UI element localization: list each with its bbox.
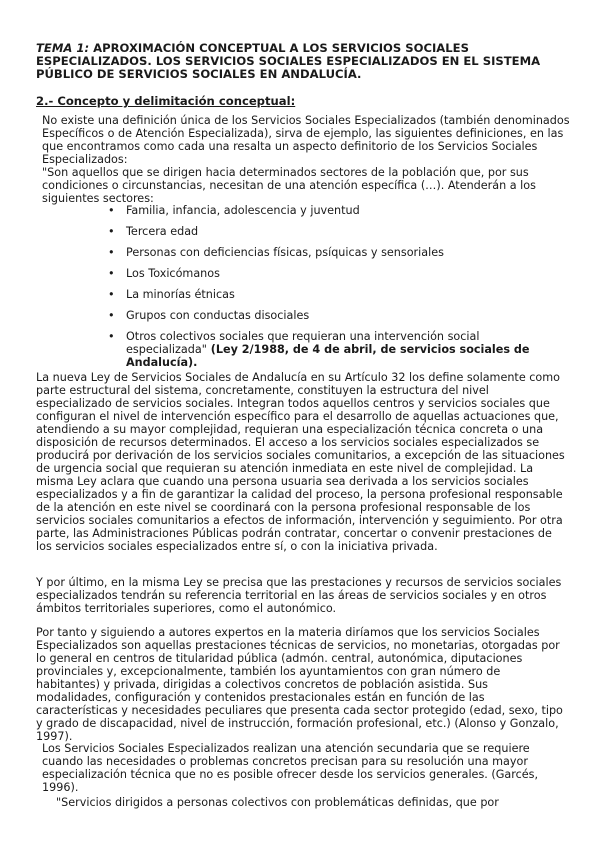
body-paragraph-garces: Los Servicios Sociales Especializados realizan una atención secundaria que se requiere cuando las necesidades o problemas concretos precisan para su resolución una mayor especialización técnica que no es posible ofrecer desde los servicios generales. (Garcés, 1996). (42, 742, 539, 794)
law-citation: (Ley 2/1988, de 4 de abril, de servicios sociales de Andalucía). (126, 343, 530, 369)
bullet-icon: • (108, 225, 115, 238)
sector-label: Otros colectivos sociales que requieran una intervención social especializada" (126, 330, 480, 356)
bullet-icon: • (108, 246, 115, 259)
bullet-icon: • (108, 309, 115, 322)
sector-label: Familia, infancia, adolescencia y juventud (126, 204, 360, 217)
intro-paragraph: No existe una definición única de los Servicios Sociales Especializados (también denominados Específicos o de Atención Especializada), sirva de ejemplo, las siguientes definiciones, en las que encontramos como cada una resalta un aspecto definitorio de los Servicios Sociales Especializados: (42, 114, 570, 166)
body-paragraph-ley: La nueva Ley de Servicios Sociales de Andalucía en su Artículo 32 los define solamente como parte estructural del sistema, concretamente, constituyen la estructura del nivel especializado de servicios sociales. Integran todos aquellos centros y servicios sociales que configuran el nivel de intervención específico para el desarrollo de aquellas actuaciones que, atendiendo a su mayor complejidad, requieran una especialización técnica concreta o una disposición de recursos determinados. El acceso a los servicios sociales especializados se producirá por derivación de los servicios sociales comunitarios, a excepción de las situaciones de urgencia social que requieran su atención inmediata en este nivel de complejidad. La misma Ley aclara que cuando una persona usuaria sea derivada a los servicios sociales especializados y a fin de garantizar la calidad del proceso, la persona profesional responsable de la atención en este nivel se coordinará con la persona profesional responsable de los servicios sociales comunitarios a efectos de información, intervención y seguimiento. Por otra parte, las Administraciones Públicas podrán contratar, concertar o convenir prestaciones de los servicios sociales especializados entre sí, o con la iniciativa privada. (36, 371, 565, 553)
list-item (108, 246, 548, 267)
list-item (108, 204, 548, 225)
list-item (108, 225, 548, 246)
bullet-icon: • (108, 267, 115, 280)
bullet-icon: • (108, 288, 115, 301)
bullet-icon: • (108, 330, 115, 343)
bullet-icon: • (108, 204, 115, 217)
sector-label: La minorías étnicas (126, 288, 235, 301)
sector-label: Tercera edad (126, 225, 199, 238)
sector-label: Los Toxicómanos (126, 267, 220, 280)
document-title (36, 42, 566, 81)
sector-label: Personas con deficiencias físicas, psíquicas y sensoriales (126, 246, 444, 259)
definition-quote: "Son aquellos que se dirigen hacia determinados sectores de la población que, por sus condiciones o circunstancias, necesitan de una atención específica (…). Atenderán a los siguientes sectores: (42, 166, 536, 205)
sector-list (108, 204, 548, 369)
list-item (108, 330, 548, 369)
body-paragraph-quote: "Servicios dirigidos a personas colectivos con problemáticas definidas, que por (56, 796, 499, 809)
sector-label: Grupos con conductas disociales (126, 309, 310, 322)
list-item (108, 267, 548, 288)
title-text: APROXIMACIÓN CONCEPTUAL A LOS SERVICIOS SOCIALES ESPECIALIZADOS. LOS SERVICIOS SOCIALES ESPECIALIZADOS EN EL SISTEMA PÚBLICO DE SERVICIOS SOCIALES EN ANDALUCÍA. (36, 41, 541, 81)
title-prefix: TEMA 1: (36, 41, 90, 55)
section-heading: 2.- Concepto y delimitación conceptual: (36, 94, 296, 108)
list-item (108, 288, 548, 309)
body-paragraph-territorial: Y por último, en la misma Ley se precisa que las prestaciones y recursos de servicios sociales especializados tendrán su referencia territorial en las áreas de servicios sociales y en otros ámbitos territoriales superiores, como el autonómico. (36, 576, 562, 615)
body-paragraph-definition: Por tanto y siguiendo a autores expertos en la materia diríamos que los servicios Sociales Especializados son aquellas prestaciones técnicas de servicios, no monetarias, otorgadas por lo general en centros de titularidad pública (admón. central, autonómica, diputaciones provinciales y, excepcionalmente, también los ayuntamientos con gran número de habitantes) y privada, dirigidas a colectivos concretos de población asistida. Sus modalidades, configuración y contenidos prestacionales están en función de las características y necesidades peculiares que presenta cada sector protegido (edad, sexo, tipo y grado de discapacidad, nivel de instrucción, formación profesional, etc.) (Alonso y Gonzalo, 1997). (36, 626, 563, 743)
list-item (108, 309, 548, 330)
